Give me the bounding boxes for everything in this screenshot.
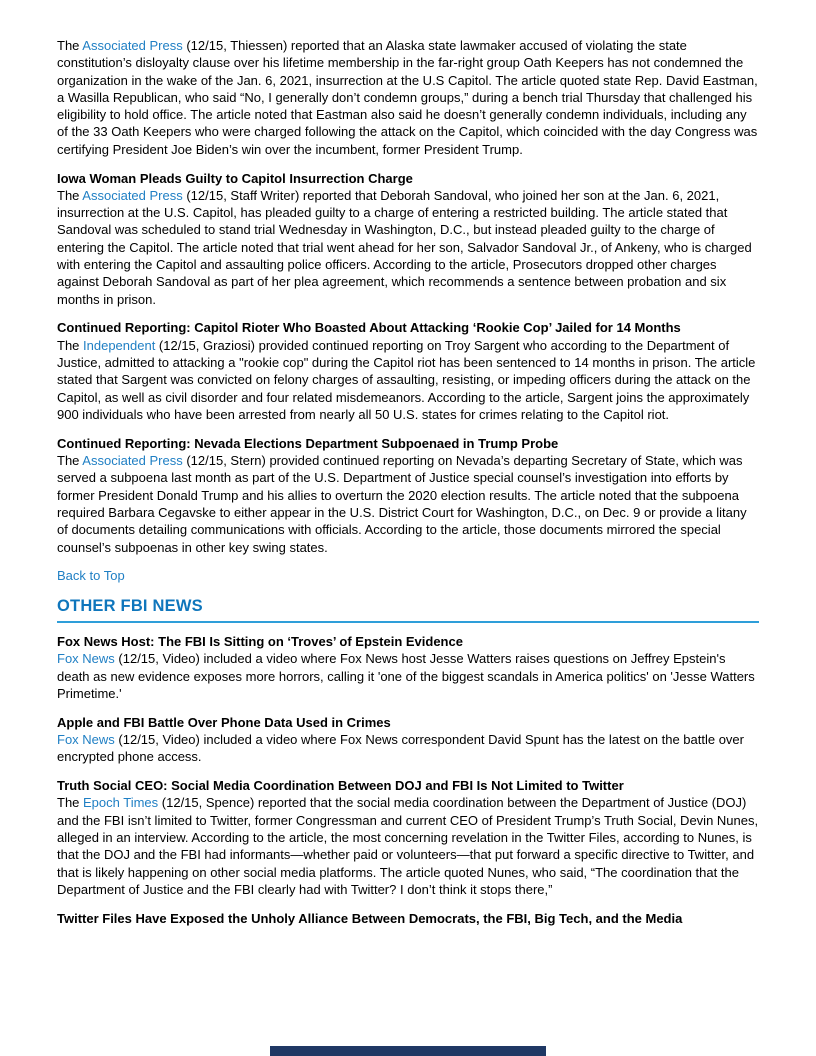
article-headline: Truth Social CEO: Social Media Coordination Between DOJ and FBI Is Not Limited to Twitter	[57, 778, 624, 794]
text-run: (12/15, Video) included a video where Fox News host Jesse Watters raises questions on Jeffrey Epstein's death as new evidence exposes more horrors, calling it 'one of the biggest scandals in America politics' on 'Jesse Watters Primetime.'	[57, 651, 755, 701]
back-to-top-link[interactable]: Back to Top	[57, 568, 125, 584]
text-run: (12/15, Thiessen) reported that an Alaska state lawmaker accused of violating the state constitution’s disloyalty clause over his lifetime membership in the far-right group Oath Keepers has not condemned the organization in the wake of the Jan. 6, 2021, insurrection at the U.S Capitol. The article quoted state Rep. David Eastman, a Wasilla Republican, who said “No, I generally don’t condemn groups,” during a bench trial Thursday that challenged his eligibility to hold office. The article noted that Eastman also said he doesn’t generally condemn individuals, including any of the 33 Oath Keepers who were charged following the attack on the Capitol, which coincided with the day Congress was certifying President Joe Biden’s win over the incumbent, former President Trump.	[57, 38, 758, 157]
text-run: The	[57, 187, 83, 203]
text-run: (12/15, Spence) reported that the social media coordination between the Department of Justice (DOJ) and the FBI isn’t limited to Twitter, former Congressman and current CEO of President Trump’s Truth Social, Devin Nunes, alleged in an interview. According to the article, the most concerning revelation in the Twitter Files, according to Nunes, is that the DOJ and the FBI had informants—whether paid or volunteers—that put forward a specific directive to Twitter, and that is likely happening on other social media platforms. The article quoted Nunes, who said, “The coordination that the Department of Justice and the FBI clearly had with Twitter? I don’t think it stops there,”	[57, 795, 759, 897]
article-paragraph	[57, 731, 759, 766]
article-headline: Iowa Woman Pleads Guilty to Capitol Insurrection Charge	[57, 170, 413, 186]
text-run: The	[57, 337, 84, 353]
article-paragraph	[57, 452, 759, 556]
footer-bar	[270, 1046, 546, 1056]
fox-news-link[interactable]: Fox News	[57, 651, 115, 667]
article-paragraph	[57, 187, 759, 308]
article-headline: Fox News Host: The FBI Is Sitting on ‘Troves’ of Epstein Evidence	[57, 634, 463, 650]
text-run: (12/15, Graziosi) provided continued reporting on Troy Sargent who according to the Department of Justice, admitted to attacking a "rookie cop" during the Capitol riot has been sentenced to 14 months in prison. The article stated that Sargent was convicted on felony charges of assaulting, resisting, or impeding officers during the attack on the Capitol, as well as civil disorder and four related misdemeanors. According to the article, Sargent joins the approximately 900 individuals who have been arrested from nearly all 50 U.S. states for crimes relating to the Capitol riot.	[57, 337, 756, 422]
text-run: (12/15, Video) included a video where Fox News correspondent David Spunt has the latest on the battle over encrypted phone access.	[57, 732, 744, 765]
text-run: The	[57, 795, 84, 811]
text-run: The	[57, 38, 83, 53]
article-headline: Twitter Files Have Exposed the Unholy Alliance Between Democrats, the FBI, Big Tech, and the Media	[57, 910, 683, 926]
article-paragraph	[57, 794, 759, 898]
back-to-top-line	[57, 567, 759, 584]
article-headline: Continued Reporting: Nevada Elections Department Subpoenaed in Trump Probe	[57, 435, 559, 451]
text-run: (12/15, Staff Writer) reported that Deborah Sandoval, who joined her son at the Jan. 6, 2021, insurrection at the U.S. Capitol, has pleaded guilty to a charge of entering a restricted building. The article stated that Sandoval was scheduled to stand trial Wednesday in Washington, D.C., but instead pleaded guilty to the charge of entering the Capitol. The article noted that trial went ahead for her son, Salvador Sandoval Jr., of Ankeny, who is charged with entering the Capitol and assaulting police officers. According to the article, Prosecutors dropped other charges against Deborah Sandoval as part of her plea agreement, which recommends a sentence between probation and six months in prison.	[57, 187, 752, 307]
independent-link[interactable]: Independent	[83, 337, 156, 353]
article-headline: Apple and FBI Battle Over Phone Data Used in Crimes	[57, 714, 391, 730]
document-body	[57, 37, 759, 927]
associated-press-link[interactable]: Associated Press	[82, 187, 183, 203]
fox-news-link[interactable]: Fox News	[57, 732, 115, 748]
article-paragraph	[57, 37, 759, 158]
text-run: The	[57, 453, 83, 469]
section-header: OTHER FBI NEWS	[57, 596, 759, 623]
text-run: (12/15, Stern) provided continued reporting on Nevada’s departing Secretary of State, which was served a subpoena last month as part of the U.S. Department of Justice special counsel’s investigation into efforts by former President Donald Trump and his allies to overturn the 2020 election results. The article noted that the subpoena required Barbara Cegavske to either appear in the U.S. District Court for Washington, D.C., on Dec. 9 or provide a litany of documents detailing communications with officials. According to the article, those documents mirrored the special counsel’s subpoenas in other key swing states.	[57, 453, 747, 555]
article-paragraph	[57, 337, 759, 423]
article-headline: Continued Reporting: Capitol Rioter Who Boasted About Attacking ‘Rookie Cop’ Jailed for 14 Months	[57, 320, 681, 336]
epoch-times-link[interactable]: Epoch Times	[83, 795, 159, 811]
associated-press-link[interactable]: Associated Press	[82, 453, 183, 469]
associated-press-link[interactable]: Associated Press	[82, 38, 183, 53]
article-paragraph	[57, 650, 759, 702]
